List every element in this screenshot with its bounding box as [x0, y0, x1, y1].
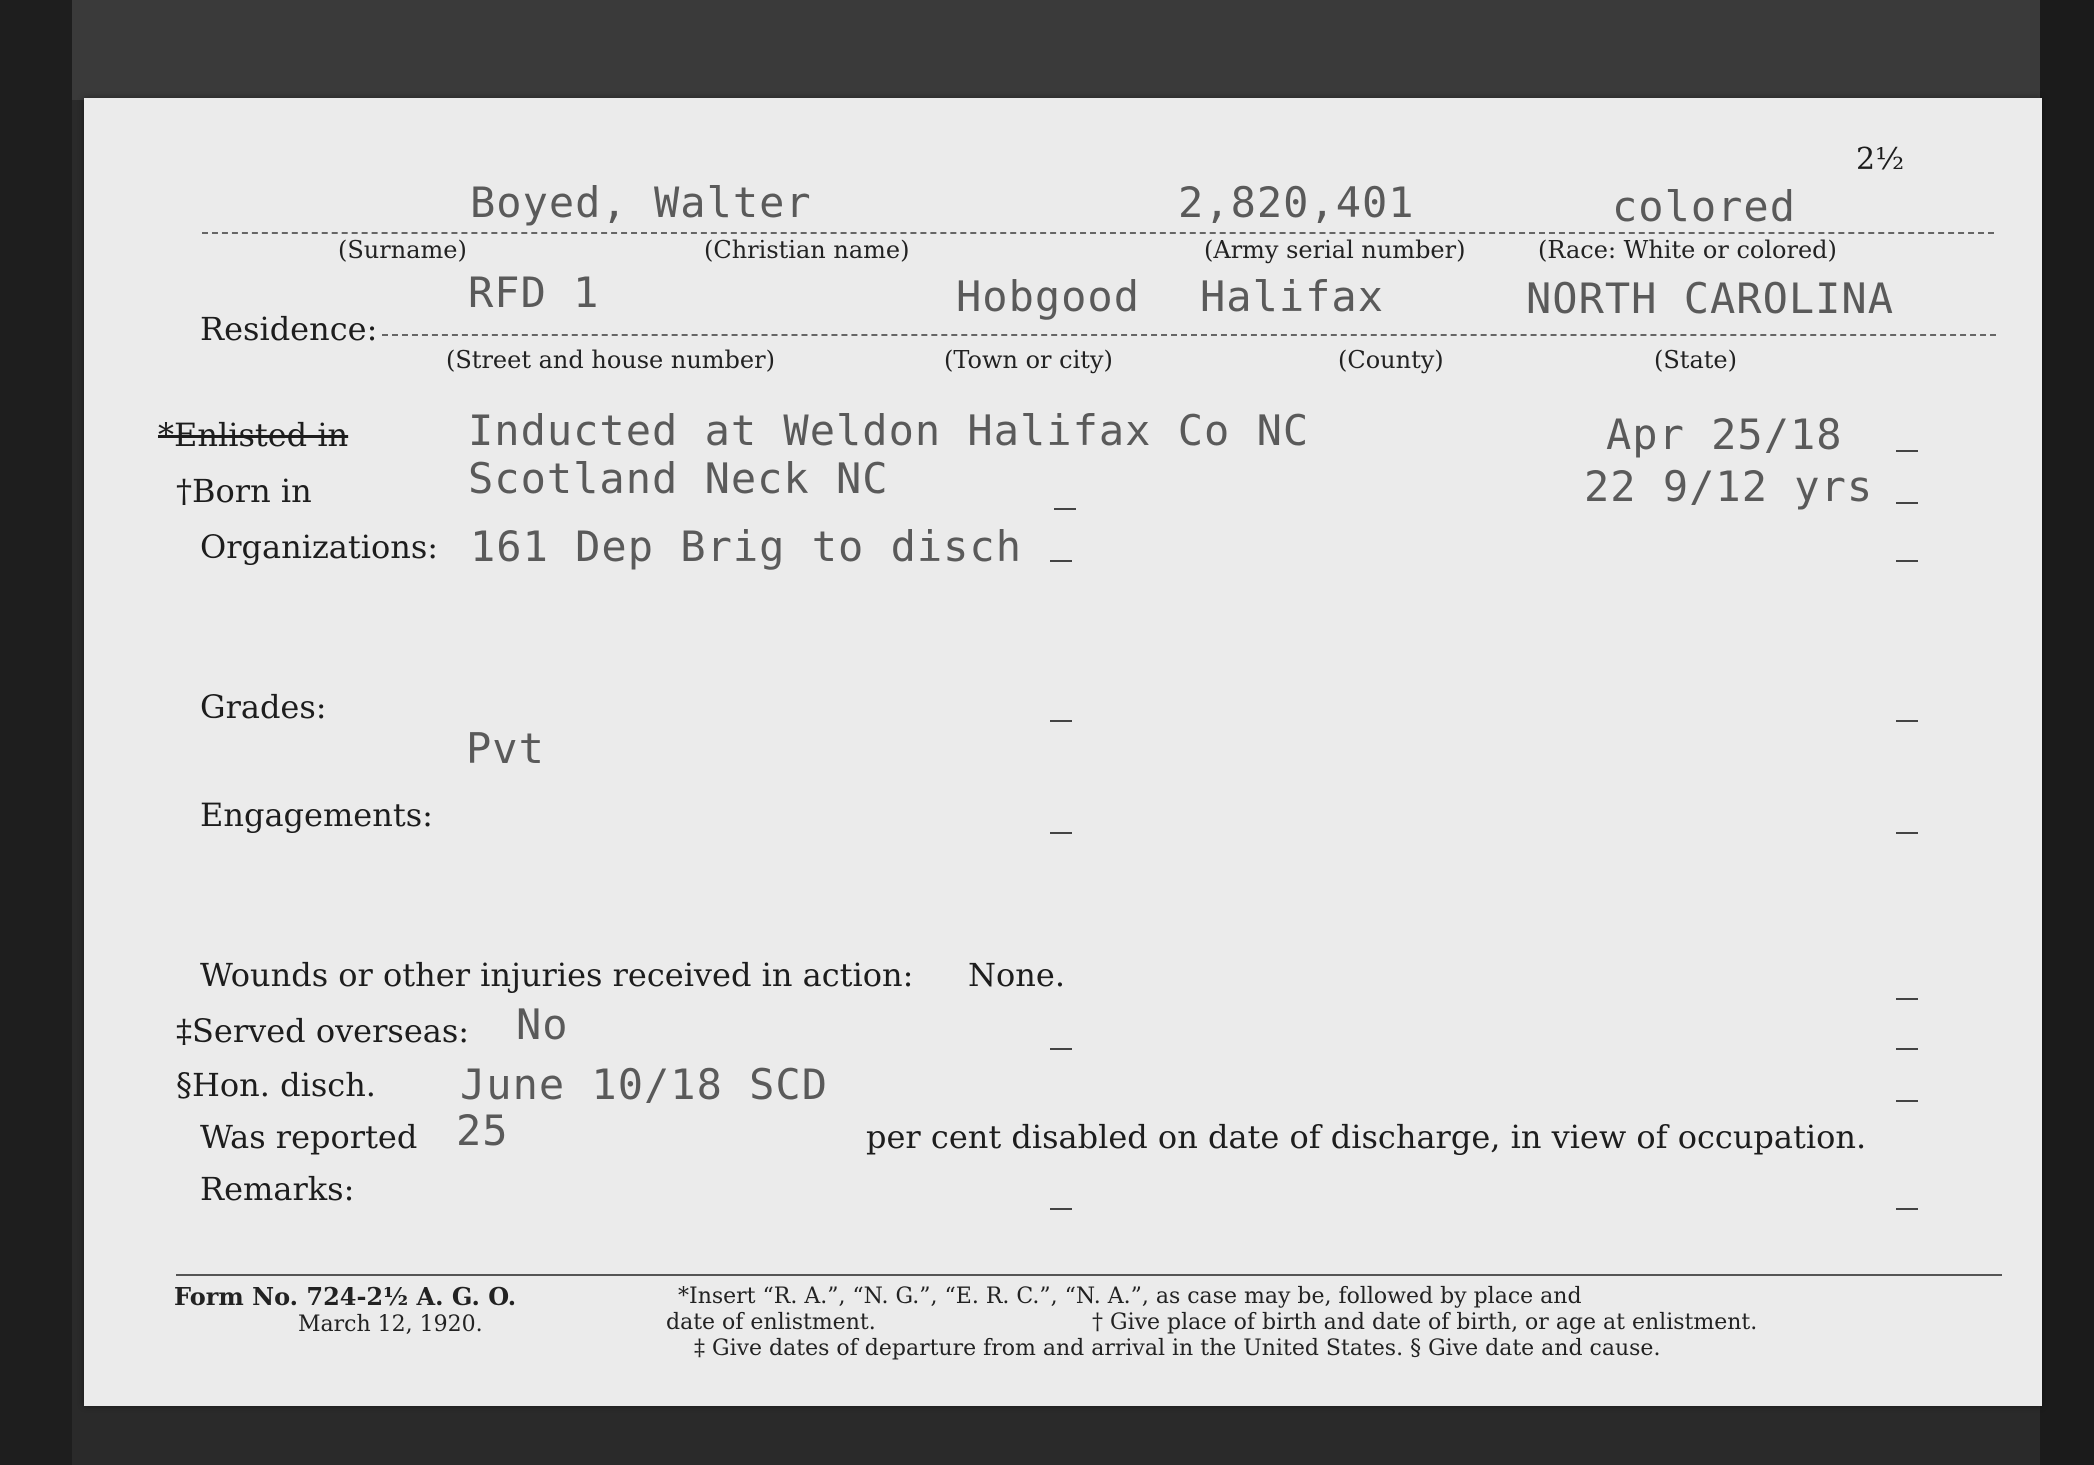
- wounds-dash-right: [1896, 998, 1918, 1000]
- row1-line: [202, 232, 1994, 234]
- serial-value: 2,820,401: [1178, 178, 1415, 227]
- grades-value: Pvt: [466, 724, 545, 773]
- born-value: Scotland Neck NC: [468, 454, 889, 503]
- footer-note-1: *Insert “R. A.”, “N. G.”, “E. R. C.”, “N. A.”, as case may be, followed by place and: [678, 1284, 1582, 1309]
- background-left-edge: [0, 0, 72, 1465]
- enlisted-label: *Enlisted in: [158, 416, 349, 454]
- hon-disch-value: June 10/18 SCD: [460, 1060, 829, 1109]
- form-date: March 12, 1920.: [298, 1312, 483, 1337]
- reported-suffix: per cent disabled on date of discharge, in view of occupation.: [866, 1118, 1867, 1156]
- residence-label: Residence:: [200, 310, 378, 348]
- engagements-label: Engagements:: [200, 796, 433, 834]
- county-caption: (County): [1338, 346, 1444, 374]
- race-value: colored: [1612, 182, 1797, 231]
- christian-caption: (Christian name): [704, 236, 910, 264]
- grades-dash-mid: [1050, 720, 1072, 722]
- background-right-edge: [2040, 0, 2094, 1465]
- background-top: [0, 0, 2094, 100]
- footer-note-4: ‡ Give dates of departure from and arrival in the United States. § Give date and cause.: [694, 1336, 1661, 1361]
- footer-note-3: † Give place of birth and date of birth, or age at enlistment.: [1092, 1310, 1758, 1335]
- enlisted-date: Apr 25/18: [1606, 410, 1843, 459]
- hon-disch-dash-right: [1896, 1100, 1918, 1102]
- residence-county: Halifax: [1200, 272, 1385, 321]
- wounds-value: None.: [968, 956, 1065, 994]
- service-record-card: [84, 98, 2042, 1406]
- residence-town: Hobgood: [956, 272, 1141, 321]
- enlisted-dash-right: [1896, 450, 1918, 452]
- form-number: Form No. 724-2½ A. G. O.: [174, 1282, 517, 1311]
- footer-rule: [176, 1274, 2002, 1276]
- town-caption: (Town or city): [944, 346, 1113, 374]
- surname-value: Boyed, Walter: [470, 178, 812, 227]
- remarks-dash-mid: [1050, 1208, 1072, 1210]
- born-age: 22 9/12 yrs: [1584, 462, 1874, 511]
- reported-label: Was reported: [200, 1118, 418, 1156]
- surname-caption: (Surname): [338, 236, 467, 264]
- enlisted-value: Inducted at Weldon Halifax Co NC: [468, 406, 1310, 455]
- grades-dash-right: [1896, 720, 1918, 722]
- hon-disch-label: §Hon. disch.: [176, 1066, 376, 1104]
- born-dash-mid: [1054, 508, 1076, 510]
- org-dash-right: [1896, 560, 1918, 562]
- organizations-value: 161 Dep Brig to disch: [470, 522, 1023, 571]
- organizations-label: Organizations:: [200, 528, 439, 566]
- overseas-label: ‡Served overseas:: [176, 1012, 470, 1050]
- footer-note-2: date of enlistment.: [666, 1310, 876, 1335]
- reported-value: 25: [456, 1106, 509, 1155]
- residence-street: RFD 1: [468, 268, 600, 317]
- residence-line: [382, 334, 1996, 336]
- born-dash-right: [1896, 502, 1918, 504]
- wounds-label: Wounds or other injuries received in action:: [200, 956, 914, 994]
- grades-label: Grades:: [200, 688, 327, 726]
- residence-state: NORTH CAROLINA: [1526, 274, 1895, 323]
- born-label: †Born in: [176, 472, 312, 510]
- engagements-dash-mid: [1050, 832, 1072, 834]
- corner-number: 2½: [1856, 142, 1905, 177]
- serial-caption: (Army serial number): [1204, 236, 1466, 264]
- overseas-dash-right: [1896, 1048, 1918, 1050]
- overseas-value: No: [516, 1000, 569, 1049]
- remarks-dash-right: [1896, 1208, 1918, 1210]
- race-caption: (Race: White or colored): [1538, 236, 1837, 264]
- state-caption: (State): [1654, 346, 1737, 374]
- street-caption: (Street and house number): [446, 346, 775, 374]
- overseas-dash-mid: [1050, 1048, 1072, 1050]
- engagements-dash-right: [1896, 832, 1918, 834]
- org-dash-mid: [1050, 560, 1072, 562]
- remarks-label: Remarks:: [200, 1170, 355, 1208]
